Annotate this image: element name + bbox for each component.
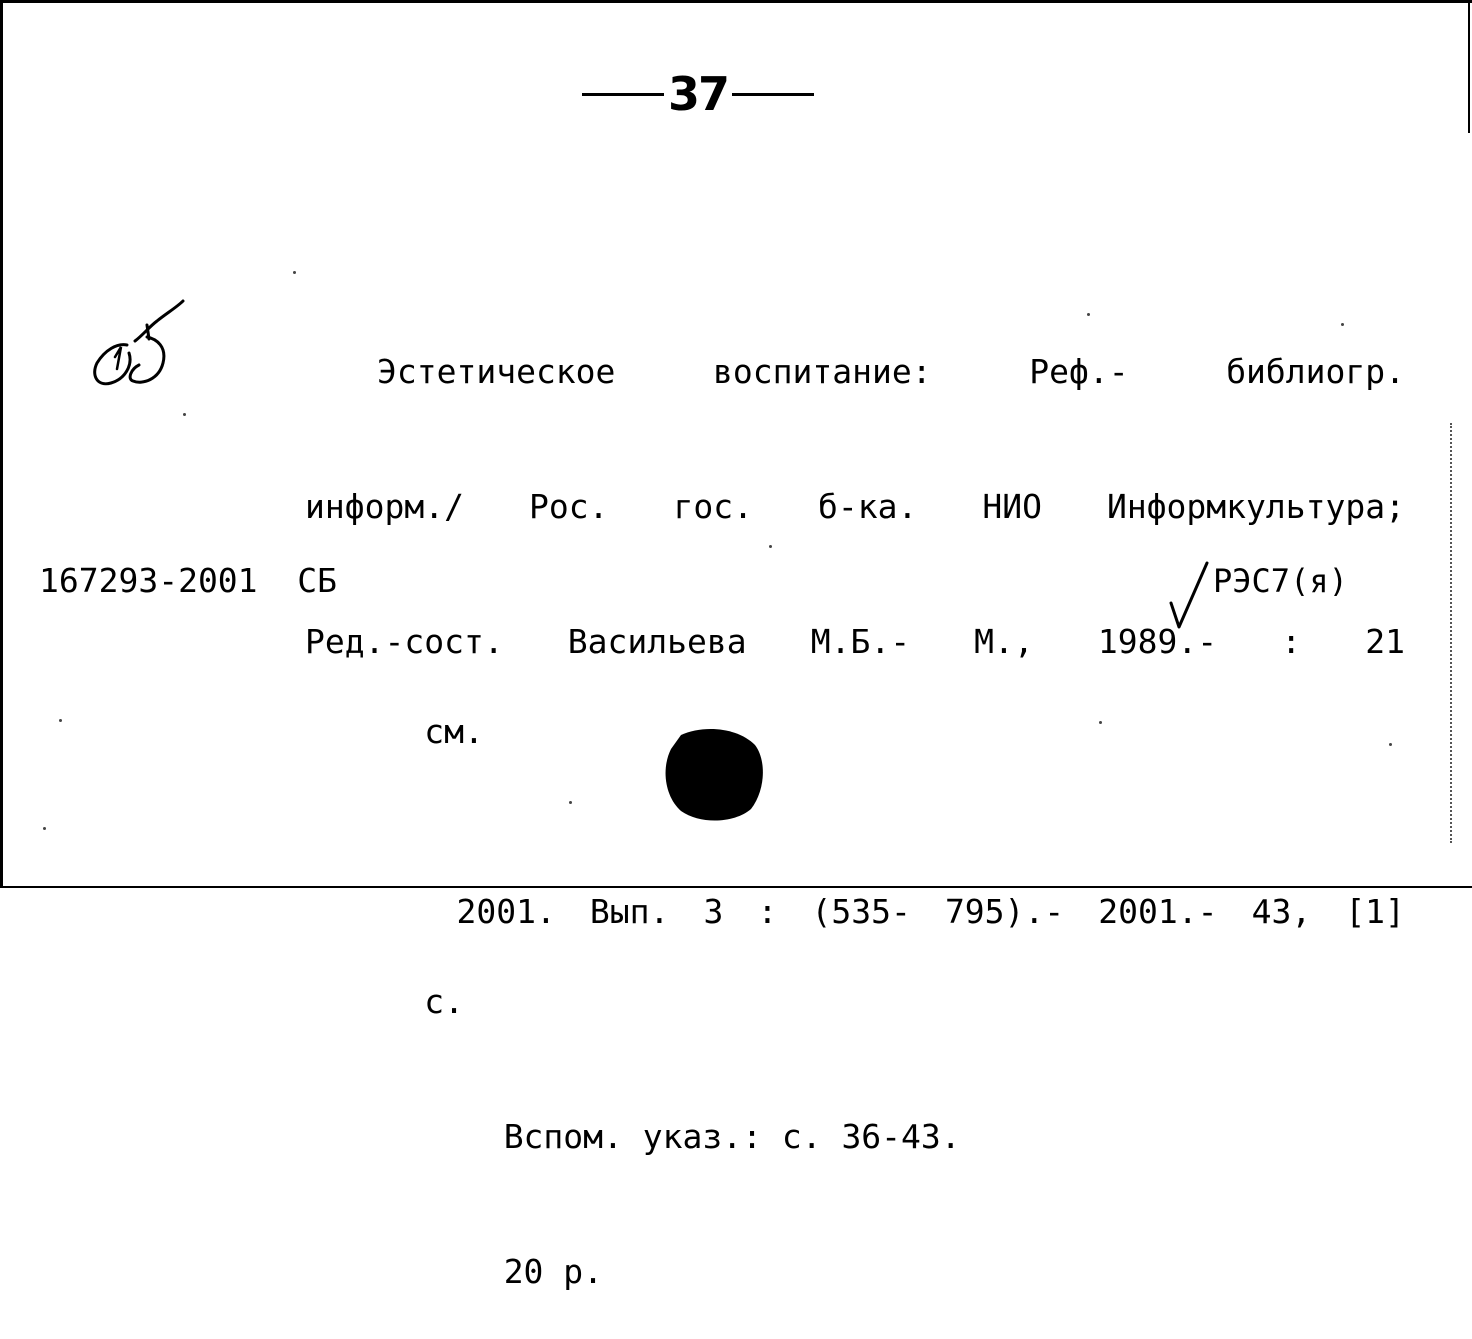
speck xyxy=(43,827,46,830)
entry-word: 43, xyxy=(1251,892,1312,931)
entry-word: б-ка. xyxy=(817,487,918,526)
page-number-header xyxy=(578,59,818,129)
entry-line-8 xyxy=(305,1204,1413,1291)
page-number: 37 xyxy=(667,67,728,121)
entry-line-1 xyxy=(305,259,1413,391)
entry-word: НИО xyxy=(982,487,1042,526)
entry-word: Реф.- xyxy=(1029,352,1129,391)
entry-word: М.Б.- xyxy=(810,622,911,661)
speck xyxy=(569,801,572,804)
entry-word: Рос. xyxy=(528,487,609,526)
index-note: Вспом. указ.: с. 36-43. xyxy=(424,1117,961,1156)
entry-line-5 xyxy=(305,799,1413,931)
classification-code: РЭС7(я) xyxy=(1213,562,1348,600)
entry-word: 1989.- xyxy=(1097,622,1218,661)
price: 20 р. xyxy=(424,1252,604,1291)
entry-word: (535- xyxy=(811,892,911,931)
speck xyxy=(293,271,296,274)
entry-word: 3 xyxy=(703,892,724,931)
speck xyxy=(59,719,62,722)
entry-word: 2001. xyxy=(377,892,556,931)
entry-word: Ред.-сост. xyxy=(305,622,504,661)
entry-word: Васильева xyxy=(567,622,747,661)
shelfmark: 167293-2001 СБ xyxy=(39,561,338,600)
page-number-right-dash xyxy=(732,93,814,96)
entry-word: информ./ xyxy=(305,487,464,526)
entry-word: воспитание: xyxy=(713,352,932,391)
punch-hole-icon xyxy=(663,725,765,823)
entry-word: : xyxy=(1281,622,1302,661)
bibliographic-entry xyxy=(305,169,1413,1339)
speck xyxy=(1389,743,1392,746)
entry-word: гос. xyxy=(673,487,753,526)
speck xyxy=(1341,323,1344,326)
classification-mark xyxy=(1167,559,1348,631)
card-edge-dotted xyxy=(1450,423,1452,843)
speck xyxy=(1087,313,1090,316)
entry-word: Вып. xyxy=(589,892,670,931)
entry-word: 21 xyxy=(1365,622,1405,661)
card-edge-line xyxy=(1468,3,1470,133)
entry-line-4 xyxy=(305,664,1413,751)
entry-word: 2001.- xyxy=(1098,892,1218,931)
speck xyxy=(183,413,186,416)
speck xyxy=(1099,721,1102,724)
entry-word: [1] xyxy=(1345,892,1405,931)
entry-line-7 xyxy=(305,1069,1413,1156)
entry-line-6 xyxy=(305,934,1413,1021)
handwritten-signature-icon xyxy=(87,295,197,395)
check-mark-icon xyxy=(1167,559,1211,631)
entry-line-2 xyxy=(305,394,1413,526)
entry-word: М., xyxy=(974,622,1034,661)
page-number-left-dash xyxy=(582,93,664,96)
speck xyxy=(769,545,772,548)
entry-word: 795).- xyxy=(944,892,1065,931)
entry-word: Эстетическое xyxy=(377,352,616,391)
entry-word: : xyxy=(757,892,778,931)
entry-word: библиогр. xyxy=(1226,352,1405,391)
entry-word: с. xyxy=(424,982,464,1021)
entry-word: Информкультура; xyxy=(1106,487,1405,526)
entry-word: см. xyxy=(424,712,484,751)
